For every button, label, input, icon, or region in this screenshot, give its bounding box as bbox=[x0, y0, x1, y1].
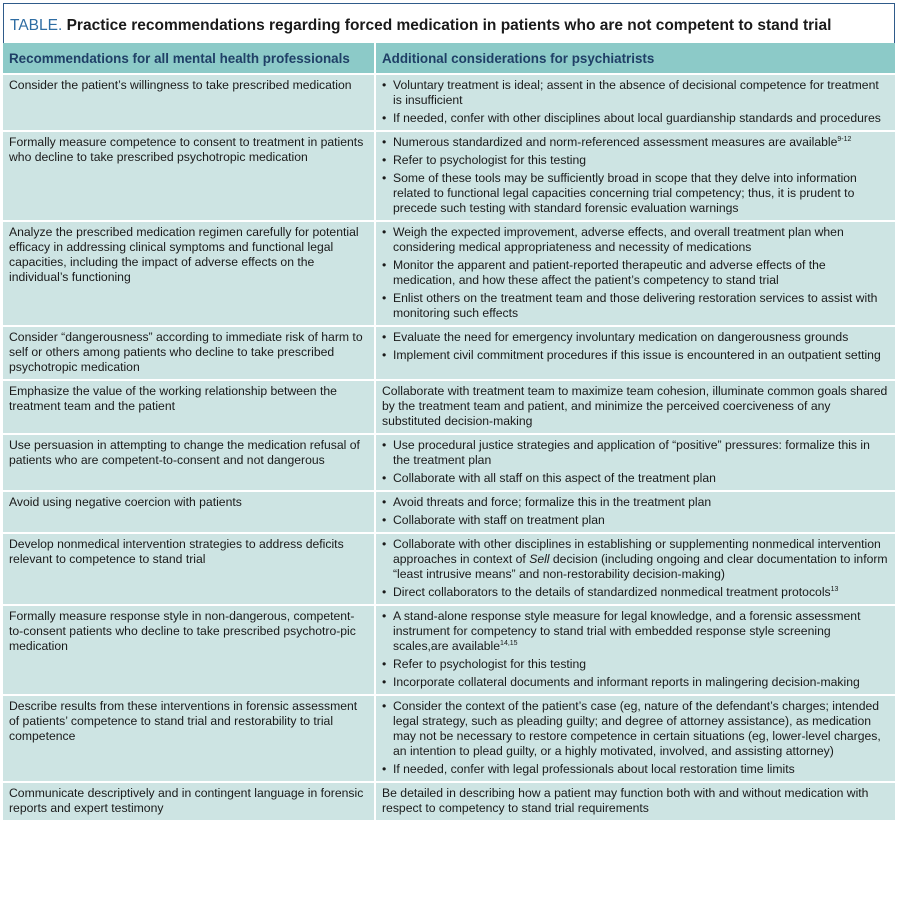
citation-superscript: 9-12 bbox=[837, 136, 852, 143]
recommendation-cell: Formally measure competence to consent to treatment in patients who decline to take prescribed psychotropic medication bbox=[3, 131, 375, 221]
considerations-cell bbox=[375, 533, 895, 605]
list-item: • Collaborate with all staff on this aspect of the treatment plan bbox=[382, 471, 889, 486]
list-item bbox=[382, 135, 889, 150]
item-text: A stand-alone response style measure for legal knowledge, and a forensic assessment instrument for competency to stand trial with embedded response style screening scales,are available bbox=[393, 609, 861, 653]
recommendation-cell: Emphasize the value of the working relationship between the treatment team and the patient bbox=[3, 380, 375, 434]
considerations-cell: Be detailed in describing how a patient may function both with and without medication with respect to competency to stand trial requirements bbox=[375, 782, 895, 820]
considerations-list bbox=[382, 135, 889, 216]
list-item: • Consider the context of the patient’s case (eg, nature of the defendant’s charges; intended legal strategy, such as pleading guilty; and degree of attorney assistance), as medication may not be necessary to restore competence in certain situations (eg, lower-level charges, an intention to plead guilty, or a highly motivated, involved, and assisting attorney) bbox=[382, 699, 889, 759]
list-item: • Monitor the apparent and patient-reported therapeutic and adverse effects of the medication, and how these affect the patient’s competency to stand trial bbox=[382, 258, 889, 288]
considerations-list bbox=[382, 225, 889, 321]
list-item: • Evaluate the need for emergency involuntary medication on dangerousness grounds bbox=[382, 330, 889, 345]
considerations-cell bbox=[375, 491, 895, 533]
considerations-cell bbox=[375, 695, 895, 782]
considerations-cell bbox=[375, 605, 895, 695]
list-item bbox=[382, 537, 889, 582]
considerations-cell bbox=[375, 131, 895, 221]
considerations-list bbox=[382, 78, 889, 126]
list-item: • Enlist others on the treatment team and those delivering restoration services to assist with monitoring such effects bbox=[382, 291, 889, 321]
list-item: • Avoid threats and force; formalize this in the treatment plan bbox=[382, 495, 889, 510]
table-title: Practice recommendations regarding forced medication in patients who are not competent to stand trial bbox=[66, 17, 832, 34]
list-item: • If needed, confer with legal professionals about local restoration time limits bbox=[382, 762, 889, 777]
list-item: • Some of these tools may be sufficiently broad in scope that they delve into information related to functional legal capacities concerning trial competency; thus, it is prudent to precede such testing with standard forensic evaluation warnings bbox=[382, 171, 889, 216]
list-item: • Weigh the expected improvement, adverse effects, and overall treatment plan when considering medical appropriateness and necessity of medications bbox=[382, 225, 889, 255]
recommendation-cell: Describe results from these interventions in forensic assessment of patients’ competence to stand trial and restorability to trial competence bbox=[3, 695, 375, 782]
item-text: Numerous standardized and norm-referenced assessment measures are available bbox=[393, 135, 838, 149]
item-text: decision (including ongoing and clear documentation to inform “least intrusive means” and non-restorability decision-making) bbox=[393, 552, 888, 581]
citation-superscript: 13 bbox=[830, 586, 839, 593]
header-row bbox=[3, 43, 895, 74]
considerations-list bbox=[382, 495, 889, 528]
table-row bbox=[3, 782, 895, 820]
considerations-list bbox=[382, 438, 889, 486]
citation-superscript: 14,15 bbox=[500, 640, 518, 647]
list-item: • Refer to psychologist for this testing bbox=[382, 153, 889, 168]
list-item: • Voluntary treatment is ideal; assent in the absence of decisional competence for treatment is insufficient bbox=[382, 78, 889, 108]
recommendation-cell: Avoid using negative coercion with patients bbox=[3, 491, 375, 533]
recommendation-cell: Communicate descriptively and in contingent language in forensic reports and expert testimony bbox=[3, 782, 375, 820]
considerations-list bbox=[382, 609, 889, 690]
considerations-list bbox=[382, 699, 889, 777]
item-text: Collaborate with other disciplines in establishing or supplementing nonmedical intervention approaches in context of bbox=[393, 537, 881, 566]
considerations-cell bbox=[375, 221, 895, 326]
recommendation-cell: Consider the patient’s willingness to take prescribed medication bbox=[3, 74, 375, 131]
list-item: • Use procedural justice strategies and application of “positive” pressures: formalize this in the treatment plan bbox=[382, 438, 889, 468]
considerations-list bbox=[382, 330, 889, 363]
table-row bbox=[3, 695, 895, 782]
table-row bbox=[3, 326, 895, 380]
column-header-recommendations: Recommendations for all mental health professionals bbox=[3, 43, 375, 74]
considerations-cell: Collaborate with treatment team to maximize team cohesion, illuminate common goals shared by the treatment team and patient, and minimize the perceived coerciveness of any substituted decision-making bbox=[375, 380, 895, 434]
table-row bbox=[3, 491, 895, 533]
table-row bbox=[3, 74, 895, 131]
list-item bbox=[382, 585, 889, 600]
considerations-cell bbox=[375, 74, 895, 131]
table-row bbox=[3, 380, 895, 434]
case-name: Sell bbox=[529, 552, 550, 566]
column-header-considerations: Additional considerations for psychiatrists bbox=[375, 43, 895, 74]
list-item: • Collaborate with staff on treatment plan bbox=[382, 513, 889, 528]
table-row bbox=[3, 221, 895, 326]
recommendation-cell: Use persuasion in attempting to change the medication refusal of patients who are competent-to-consent and not dangerous bbox=[3, 434, 375, 491]
recommendation-cell: Consider “dangerousness” according to immediate risk of harm to self or others among patients who decline to take prescribed psychotropic medication bbox=[3, 326, 375, 380]
considerations-list bbox=[382, 537, 889, 600]
table-caption bbox=[3, 3, 895, 43]
table-label: TABLE. bbox=[10, 17, 63, 34]
table-row bbox=[3, 131, 895, 221]
recommendations-table bbox=[3, 43, 895, 820]
considerations-cell bbox=[375, 434, 895, 491]
table-row bbox=[3, 434, 895, 491]
table-row bbox=[3, 533, 895, 605]
list-item: • Refer to psychologist for this testing bbox=[382, 657, 889, 672]
list-item bbox=[382, 609, 889, 654]
list-item: • Incorporate collateral documents and informant reports in malingering decision-making bbox=[382, 675, 889, 690]
considerations-cell bbox=[375, 326, 895, 380]
list-item: • Implement civil commitment procedures if this issue is encountered in an outpatient setting bbox=[382, 348, 889, 363]
list-item: • If needed, confer with other disciplines about local guardianship standards and procedures bbox=[382, 111, 889, 126]
item-text: Direct collaborators to the details of standardized nonmedical treatment protocols bbox=[393, 585, 831, 599]
recommendation-cell: Formally measure response style in non-dangerous, competent-to-consent patients who decline to take prescribed psychotro-pic medication bbox=[3, 605, 375, 695]
table-row bbox=[3, 605, 895, 695]
recommendation-cell: Develop nonmedical intervention strategies to address deficits relevant to competence to stand trial bbox=[3, 533, 375, 605]
recommendation-cell: Analyze the prescribed medication regimen carefully for potential efficacy in addressing clinical symptoms and functional legal capacities, including the impact of adverse effects on the individual’s functioning bbox=[3, 221, 375, 326]
